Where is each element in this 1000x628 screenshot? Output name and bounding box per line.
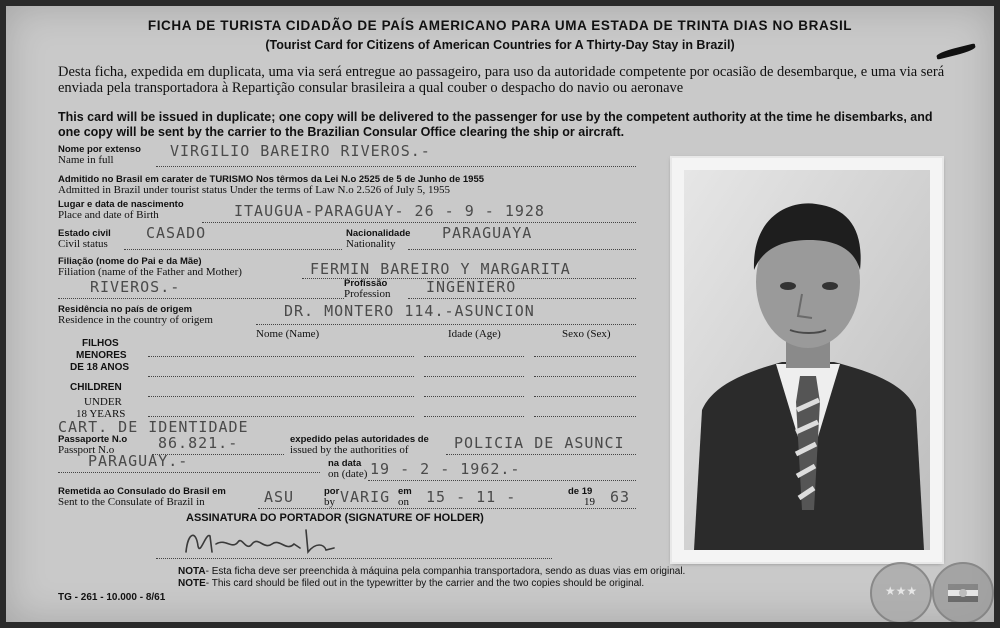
- issued-label-en: issued by the authorities of: [290, 444, 409, 456]
- consulate-label-en: Sent to the Consulate of Brazil in: [58, 496, 205, 508]
- nationality-line: [408, 249, 636, 250]
- consulate-em: em: [398, 486, 412, 497]
- residence-label-pt: Residência no país de origem: [58, 304, 193, 315]
- child-row-line: [424, 396, 524, 397]
- child-row-line: [148, 396, 414, 397]
- archive-seal-right: [932, 562, 994, 622]
- child-row-line: [424, 416, 524, 417]
- name-label-en: Name in full: [58, 154, 114, 166]
- profession-label-en: Profession: [344, 288, 391, 300]
- date-line: [368, 480, 636, 481]
- birth-label-pt: Lugar e data de nascimento: [58, 199, 184, 210]
- civil-value: CASADO: [146, 224, 207, 242]
- child-row-line: [534, 376, 636, 377]
- tourist-card: [6, 6, 994, 622]
- passport-label-en: Passport N.o: [58, 444, 115, 456]
- date-label-pt: na data: [328, 458, 362, 469]
- filiation-label-en: Filiation (name of the Father and Mother): [58, 266, 242, 278]
- children-col-name: Nome (Name): [256, 328, 320, 340]
- civil-label-pt: Estado civil: [58, 228, 111, 239]
- child-row-line: [148, 356, 414, 357]
- note-en-text: - This card should be filed out in the typewritter by the carrier and the two copies should be original.: [205, 578, 645, 589]
- consulate-by: by: [324, 496, 335, 508]
- note-pt-label: NOTA: [178, 566, 206, 577]
- children-label-pt-1: FILHOS: [82, 338, 119, 349]
- residence-line: [256, 324, 636, 325]
- holder-photo: [672, 158, 942, 562]
- profession-line: [408, 298, 636, 299]
- residence-label-en: Residence in the country of origem: [58, 314, 213, 326]
- note-pt-text: - Esta ficha deve ser preenchida à máquina pela companhia transportadora, sendo as duas vias em original.: [205, 566, 686, 577]
- country-line: [58, 472, 320, 473]
- filiation-value-1: FERMIN BAREIRO Y MARGARITA: [310, 260, 571, 278]
- children-col-age: Idade (Age): [448, 328, 501, 340]
- children-label-pt-3: DE 18 ANOS: [70, 362, 130, 373]
- consulate-year-en: 19: [584, 496, 595, 508]
- child-row-line: [424, 376, 524, 377]
- issued-label-pt: expedido pelas autoridades de: [290, 434, 429, 445]
- name-value: VIRGILIO BAREIRO RIVEROS.-: [170, 142, 431, 160]
- intro-portuguese: Desta ficha, expedida em duplicata, uma via será entregue ao passageiro, para uso da autoridade competente por ocasião de desembarque, e uma via será enviada pela transportadora à Repartição consular brasileira a qual couber o despacho do navio ou aeronave: [58, 64, 945, 96]
- holder-signature: [176, 522, 366, 562]
- admitted-en: Admitted in Brazil under tourist status Under the terms of Law N.o 2.526 of July 5, 1955: [58, 184, 450, 196]
- portrait-illustration: [684, 170, 930, 550]
- card-title: FICHA DE TURISTA CIDADÃO DE PAÍS AMERICANO PARA UMA ESTADA DE TRINTA DIAS NO BRASIL: [147, 18, 853, 33]
- child-row-line: [534, 396, 636, 397]
- civil-line: [124, 249, 342, 250]
- signature-line: [156, 558, 552, 559]
- child-row-line: [424, 356, 524, 357]
- filiation-label-pt: Filiação (nome do Pai e da Mãe): [58, 256, 202, 267]
- intro-english: This card will be issued in duplicate; one copy will be delivered to the passenger for use by the competent authority at the time he disembarks, and one copy will be sent by the carrier to the Brazilian Consular Office clearing the ship or aircraft.: [58, 110, 933, 139]
- children-col-sex: Sexo (Sex): [562, 328, 611, 340]
- passport-number: 86.821.-: [158, 434, 239, 452]
- admitted-pt: Admitido no Brasil em carater de TURISMO Nos têrmos da Lei N.o 2525 de 5 de Junho de 1955: [58, 174, 485, 185]
- consulate-por: por: [324, 486, 340, 497]
- child-row-line: [534, 356, 636, 357]
- nationality-label-en: Nationality: [346, 238, 396, 250]
- date-label-en: on (date): [328, 468, 368, 480]
- form-code: TG - 261 - 10.000 - 8/61: [58, 592, 166, 603]
- children-label-en-3: 18 YEARS: [76, 408, 126, 420]
- passport-date: 19 - 2 - 1962.-: [370, 460, 521, 478]
- consulate-label-pt: Remetida ao Consulado do Brasil em: [58, 486, 226, 497]
- consulate-year: 63: [610, 488, 631, 506]
- child-row-line: [148, 416, 414, 417]
- signature-label: ASSINATURA DO PORTADOR (SIGNATURE OF HOLDER): [186, 512, 484, 524]
- children-label-en-2: UNDER: [84, 396, 122, 408]
- profession-value: INGENIERO: [426, 278, 517, 296]
- card-subtitle: (Tourist Card for Citizens of American Countries for A Thirty-Day Stay in Brazil): [265, 38, 735, 52]
- profession-label-pt: Profissão: [344, 278, 388, 289]
- consulate-on: on: [398, 496, 409, 508]
- nationality-value: PARAGUAYA: [442, 224, 533, 242]
- children-label-pt-2: MENORES: [76, 350, 127, 361]
- birth-label-en: Place and date of Birth: [58, 209, 159, 221]
- filiation-line-2: [58, 298, 344, 299]
- birth-value: ITAUGUA-PARAGUAY- 26 - 9 - 1928: [234, 202, 545, 220]
- archive-seal-left: [870, 562, 932, 622]
- passport-label-pt: Passaporte N.o: [58, 434, 128, 445]
- filiation-value-2: RIVEROS.-: [90, 278, 181, 296]
- consulate-date: 15 - 11 -: [426, 488, 517, 506]
- consulate-line: [258, 508, 636, 509]
- nationality-label-pt: Nacionalidade: [346, 228, 411, 239]
- consulate-year-pt: de 19: [568, 486, 593, 497]
- name-line: [156, 166, 636, 167]
- photo-image: [684, 170, 930, 550]
- issuer-line: [446, 454, 636, 455]
- civil-label-en: Civil status: [58, 238, 108, 250]
- note-pt: [178, 566, 685, 577]
- id-card-value: CART. DE IDENTIDADE: [58, 418, 249, 436]
- issuer-value: POLICIA DE ASUNCI: [454, 434, 625, 452]
- note-en-label: NOTE: [178, 578, 206, 589]
- passport-country: PARAGUAY.-: [88, 452, 189, 470]
- flag-emblem-icon: [934, 564, 992, 622]
- children-label-en-1: CHILDREN: [70, 382, 122, 393]
- residence-value: DR. MONTERO 114.-ASUNCION: [284, 302, 535, 320]
- seal-stars: ★★★: [884, 584, 918, 598]
- child-row-line: [148, 376, 414, 377]
- note-en: [178, 578, 644, 589]
- birth-line: [202, 222, 636, 223]
- consulate-carrier: VARIG: [340, 488, 391, 506]
- name-label-pt: Nome por extenso: [58, 144, 141, 155]
- consulate-city: ASU: [264, 488, 295, 506]
- child-row-line: [534, 416, 636, 417]
